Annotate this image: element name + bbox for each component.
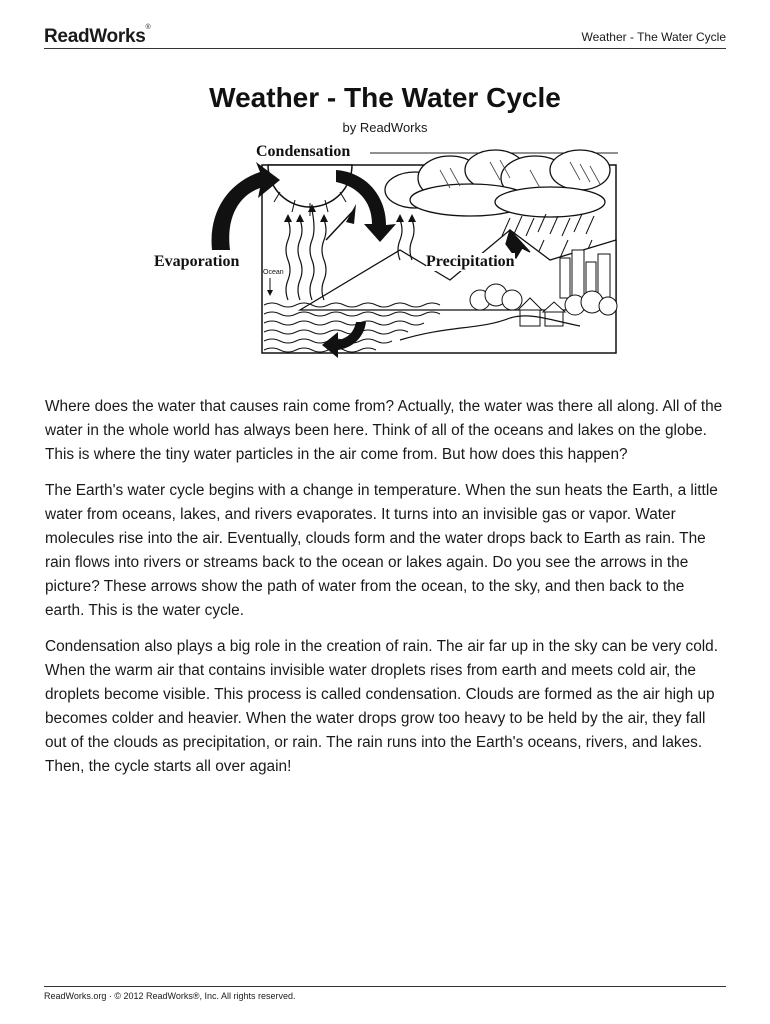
byline: by ReadWorks [342, 120, 428, 135]
article-paragraph: The Earth's water cycle begins with a change in temperature. When the sun heats the Earth, a little water from oceans, lakes, and rivers evaporates. It turns into an invisible gas or vapor. Water molecules rise into the air. Eventually, clouds form and the water drops back to Earth as rain. The rain flows into rivers or streams back to the ocean or lakes again. Do you see the arrows in the picture? These arrows show the path of water from the ocean, to the sky, and then back to the earth. This is the water cycle. [45, 482, 718, 619]
page-title: Weather - The Water Cycle [209, 82, 561, 113]
header-divider [44, 48, 726, 49]
footer-divider [44, 986, 726, 987]
water-cycle-illustration [150, 140, 620, 358]
evaporation-label: Evaporation [154, 253, 240, 270]
article-paragraph: Where does the water that causes rain come from? Actually, the water was there all along. All of the water in the whole world has always been here. Think of all of the oceans and lakes on the globe. This is where the tiny water particles in the air come from. But how does this happen? [45, 398, 723, 463]
header-document-title: Weather - The Water Cycle [581, 30, 726, 44]
water-cycle-diagram [150, 140, 620, 358]
logo-text: ReadWorks [44, 26, 146, 47]
readworks-logo [44, 26, 150, 48]
condensation-label: Condensation [256, 143, 351, 160]
article-paragraph: Condensation also plays a big role in the creation of rain. The air far up in the sky can be very cold. When the warm air that contains invisible water droplets rises from earth and meets cold air, the droplets become visible. This process is called condensation. Clouds are formed as the air high up becomes colder and heavier. When the water drops grow too heavy to be held by the air, they fall out of the clouds as precipitation, or rain. The rain runs into the Earth's oceans, rivers, and lakes. Then, the cycle starts all over again! [45, 638, 719, 775]
article-body [45, 395, 727, 791]
cloud-icon [385, 150, 610, 217]
footer-copyright: ReadWorks.org · © 2012 ReadWorks®, Inc. All rights reserved. [44, 991, 296, 1001]
logo-registered-mark: ® [145, 24, 151, 31]
ocean-label: Ocean [263, 269, 284, 276]
precipitation-label: Precipitation [426, 253, 515, 270]
